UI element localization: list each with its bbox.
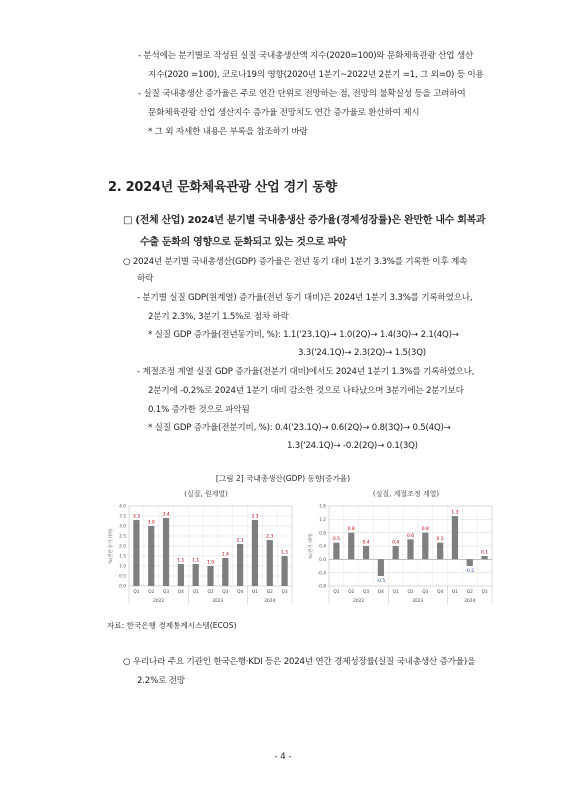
bar: [148, 526, 154, 586]
data-label: 1.1: [192, 558, 200, 564]
bar: [193, 564, 199, 586]
group-label: 2023: [412, 599, 424, 604]
chart-title: (실질, 계절조정 계열): [372, 490, 440, 498]
dash-2: - 계절조정 계열 실질 GDP 증가율(전분기 대비)에서도 2024년 1분기 1.3%를 기록하였으나,: [137, 367, 475, 377]
headline-line-2: 수출 둔화의 영향으로 둔화되고 있는 것으로 파악: [140, 237, 347, 248]
y-tick-label: -0.4: [317, 571, 326, 577]
x-tick-label: Q1: [192, 590, 199, 595]
data-label: 0.1: [481, 550, 489, 556]
y-tick-label: 2.0: [119, 544, 126, 550]
x-tick-label: Q4: [177, 590, 184, 595]
bar: [267, 540, 273, 586]
bar: [333, 543, 339, 560]
bar: [393, 546, 399, 559]
bar: [481, 556, 487, 559]
y-tick-label: 0.0: [119, 584, 126, 590]
page-number: - 4 -: [274, 752, 292, 762]
y-tick-label: 2.5: [119, 534, 126, 540]
bar: [207, 566, 213, 586]
x-tick-label: Q2: [266, 590, 273, 595]
bullet-1: ○ 2024년 분기별 국내총생산(GDP) 증가율은 전년 동기 대비 1분기 3.3%를 기록한 이후 계속: [123, 257, 468, 267]
bar: [222, 558, 228, 586]
star-1-cont: 3.3('24.1Q)→ 2.3(2Q)→ 1.5(3Q): [298, 348, 426, 358]
x-tick-label: Q1: [451, 590, 459, 595]
bar: [378, 559, 384, 576]
bar: [133, 520, 139, 586]
group-label: 2023: [212, 599, 224, 604]
x-tick-label: Q2: [407, 590, 414, 595]
y-tick-label: 1.2: [319, 517, 326, 523]
data-label: 0.4: [362, 540, 370, 546]
data-label: 0.8: [421, 527, 429, 533]
x-tick-label: Q3: [422, 590, 429, 595]
x-tick-label: Q3: [481, 590, 488, 595]
bar: [163, 518, 169, 586]
x-tick-label: Q3: [162, 590, 170, 595]
y-tick-label: 1.0: [119, 564, 126, 570]
y-tick-label: 3.5: [119, 514, 126, 520]
x-tick-label: Q1: [133, 590, 140, 595]
y-tick-label: 1.6: [319, 504, 326, 510]
data-label: 0.8: [347, 527, 355, 533]
data-label: 2.1: [236, 538, 244, 544]
x-tick-label: Q1: [392, 590, 399, 595]
bar: [348, 533, 354, 560]
headline-line-1: □ (전체 산업) 2024년 분기별 국내총생산 증가율(경제성장률)은 완만한 내수 회복과: [123, 215, 486, 226]
bar: [467, 559, 473, 566]
group-label: 2022: [153, 599, 165, 604]
y-tick-label: 3.0: [119, 524, 126, 530]
y-tick-label: 4.0: [119, 504, 126, 510]
data-label: 1.4: [221, 552, 229, 558]
x-tick-label: Q1: [251, 590, 259, 595]
data-label: 0.6: [406, 533, 415, 539]
x-tick-label: Q3: [222, 590, 229, 595]
bottom-bullet-cont: 2.2%로 전망: [137, 676, 185, 686]
note-line-2: 지수(2020 =100), 코로나19의 영향(2020년 1분기~2022년 2분기 =1, 그 외=0) 등 이용: [148, 70, 484, 80]
data-label: 1.1: [177, 558, 185, 564]
data-label: 1.3: [451, 510, 459, 516]
note-line-4: 문화체육관광 산업 생산지수 증가율 전망치도 연간 증가율로 환산하여 제시: [148, 108, 420, 118]
x-tick-label: Q2: [207, 590, 214, 595]
bar: [237, 544, 243, 586]
y-tick-label: 0.8: [319, 531, 326, 537]
y-axis-label: %(전년 동기 대비): [109, 528, 114, 564]
y-tick-label: 0.5: [119, 574, 126, 580]
figure-caption: [그림 2] 국내총생산(GDP) 동향(증가율): [215, 474, 351, 483]
data-label: 0.4: [392, 540, 400, 546]
star-2-cont: 1.3('24.1Q)→ -0.2(2Q)→ 0.1(3Q): [287, 441, 418, 451]
data-label: 3.0: [147, 520, 155, 526]
bar: [407, 539, 413, 559]
x-tick-label: Q4: [237, 590, 244, 595]
figure-source: 자료: 한국은행 경제통계시스템(ECOS): [107, 621, 237, 630]
chart-gdp-qoq: [304, 486, 500, 612]
x-tick-label: Q2: [148, 590, 155, 595]
bottom-bullet: ○ 우리나라 주요 기관인 한국은행·KDI 등은 2024년 연간 경제성장률(실질 국내총생산 증가율)을: [123, 657, 476, 667]
bullet-1-cont: 하락: [137, 274, 154, 284]
group-label: 2024: [264, 599, 276, 604]
group-label: 2024: [464, 599, 476, 604]
y-axis-label: %(전기 대비): [309, 533, 314, 559]
x-tick-label: Q2: [348, 590, 355, 595]
dash-2-cont: 2분기에 -0.2%로 2024년 1분기 대비 감소한 것으로 나타났으며 3분기에는 2분기보다: [148, 386, 464, 396]
star-2: * 실질 GDP 증가율(전분기비, %): 0.4('23.1Q)→ 0.6(2Q)→ 0.8(3Q)→ 0.5(4Q)→: [148, 423, 451, 433]
dash-1: - 분기별 실질 GDP(원계열) 증가율(전년 동기 대비)은 2024년 1분기 3.3%를 기록하였으나,: [137, 293, 473, 303]
y-tick-label: 0.4: [319, 544, 326, 550]
bar: [452, 516, 458, 559]
data-label: 3.3: [132, 514, 140, 520]
chart-title: (실질, 원계열): [184, 490, 228, 498]
bar: [281, 556, 287, 586]
note-line-3: - 실질 국내총생산 증가율은 주로 연간 단위로 전망하는 점, 전망의 불확실성 등을 고려하여: [138, 89, 466, 99]
data-label: 0.5: [436, 537, 444, 543]
bar: [363, 546, 369, 559]
data-label: -0.2: [465, 569, 475, 574]
y-tick-label: 0.0: [319, 557, 326, 563]
data-label: 0.5: [332, 537, 340, 543]
data-label: -0.5: [376, 579, 386, 584]
dash-2-cont-2: 0.1% 증가한 것으로 파악됨: [148, 405, 250, 415]
bar: [252, 520, 258, 586]
data-label: 1.5: [281, 550, 289, 556]
y-tick-label: -0.8: [317, 584, 326, 590]
data-label: 3.4: [162, 512, 170, 518]
x-tick-label: Q3: [281, 590, 288, 595]
chart-gdp-yoy: [104, 486, 300, 612]
dash-1-cont: 2분기 2.3%, 3분기 1.5%로 점차 하락: [148, 312, 289, 322]
x-tick-label: Q4: [377, 590, 384, 595]
note-line-5: * 그 외 자세한 내용은 부록을 참조하기 바람: [148, 127, 308, 137]
bar: [422, 533, 428, 560]
x-tick-label: Q2: [466, 590, 473, 595]
data-label: 2.3: [266, 534, 274, 540]
bar: [178, 564, 184, 586]
section-title: 2. 2024년 문화체육관광 산업 경기 동향: [108, 180, 337, 195]
bar: [437, 543, 443, 560]
y-tick-label: 1.5: [119, 554, 126, 560]
x-tick-label: Q1: [333, 590, 340, 595]
data-label: 3.3: [251, 514, 259, 520]
star-1: * 실질 GDP 증가율(전년동기비, %): 1.1('23.1Q)→ 1.0(2Q)→ 1.4(3Q)→ 2.1(4Q)→: [148, 330, 459, 340]
x-tick-label: Q4: [437, 590, 444, 595]
data-label: 1.0: [206, 560, 215, 566]
group-label: 2022: [353, 599, 365, 604]
x-tick-label: Q3: [362, 590, 370, 595]
note-line-1: - 분석에는 분기별로 작성된 실질 국내총생산액 지수(2020=100)와 문화체육관광 산업 생산: [138, 51, 474, 61]
